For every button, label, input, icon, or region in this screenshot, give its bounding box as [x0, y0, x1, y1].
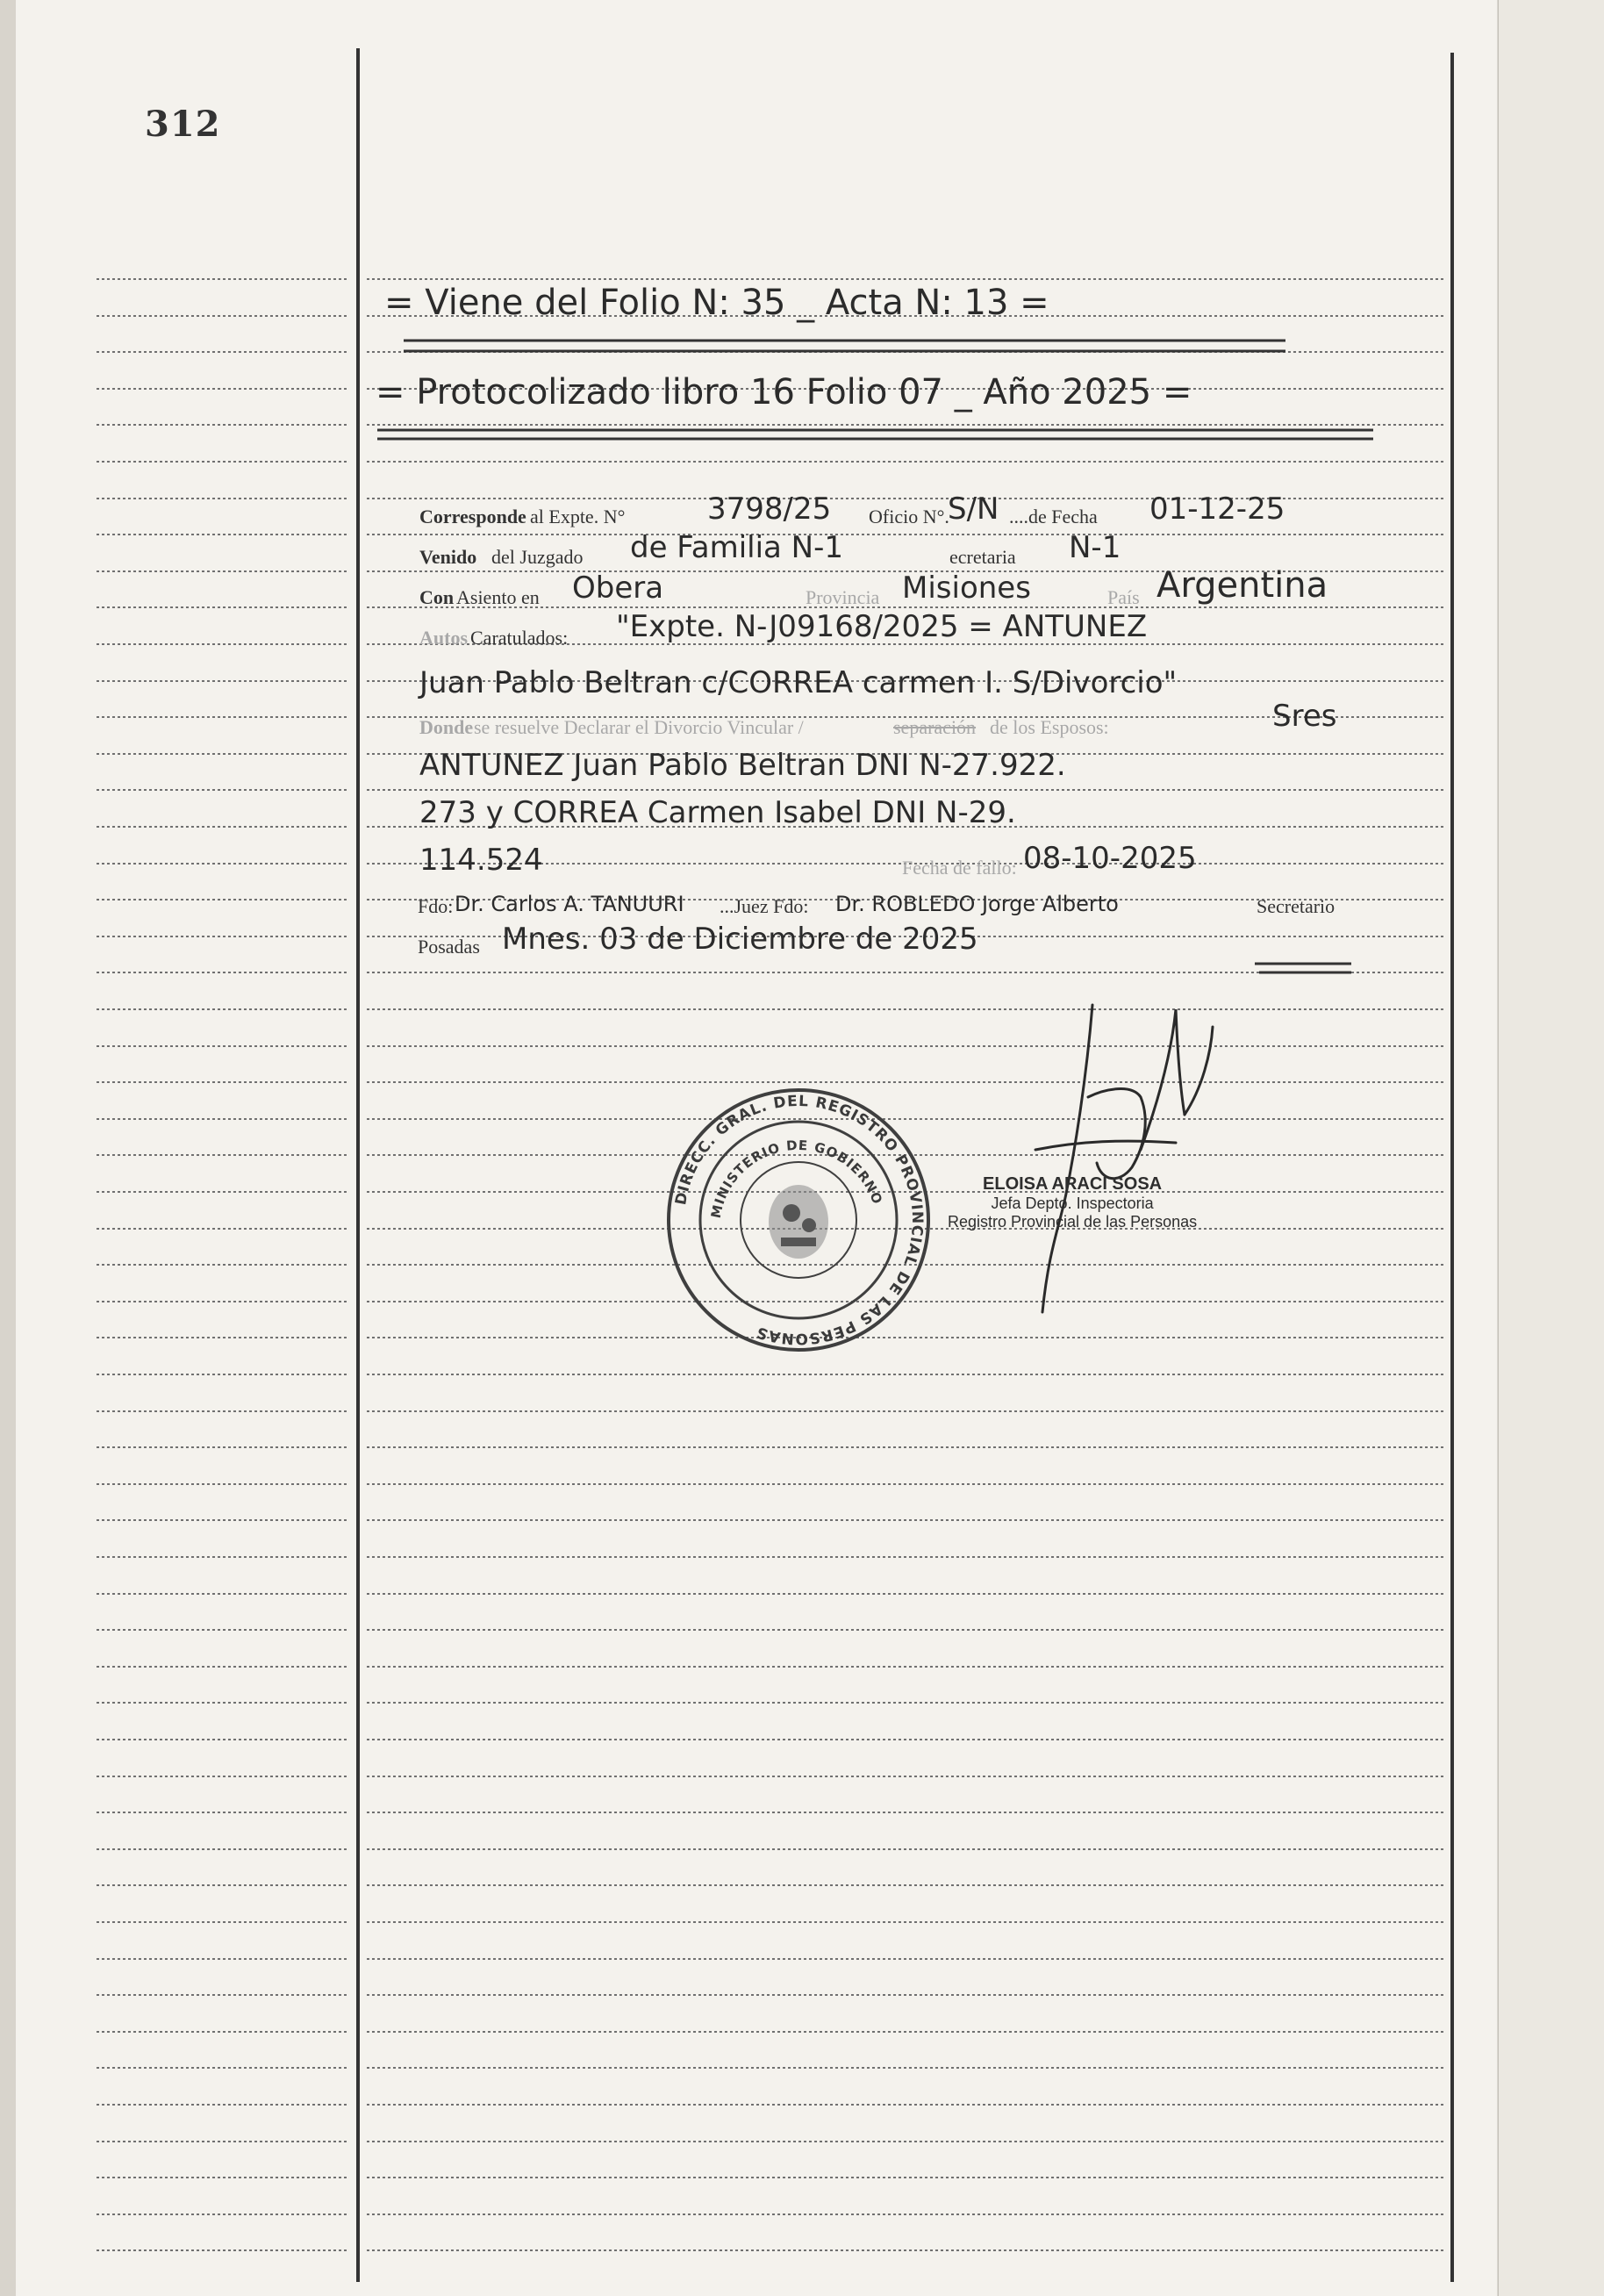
- label-venido: Venido: [419, 546, 477, 568]
- label-fdo-juez: Fdo:: [418, 895, 454, 917]
- label-oficio: Oficio N°.: [869, 506, 949, 527]
- page-number: 312: [145, 104, 221, 145]
- value-asiento: Obera: [572, 570, 664, 606]
- heading-line-1: = Viene del Folio N: 35 _ Acta N: 13 =: [384, 283, 1049, 323]
- label-fecha-fallo: Fecha de fallo:: [902, 857, 1017, 879]
- value-esposa: 273 y CORREA Carmen Isabel DNI N-29.: [419, 795, 1016, 830]
- value-oficio: S/N: [948, 491, 999, 527]
- label-provincia: Provincia: [806, 586, 880, 608]
- value-fecha: 01-12-25: [1149, 491, 1285, 527]
- heading-line-2: = Protocolizado libro 16 Folio 07 _ Año 2025 =: [376, 372, 1192, 413]
- value-provincia: Misiones: [902, 570, 1031, 606]
- stamp-outer-text: DIRECC. GRAL. DEL REGISTRO PROVINCIAL DE LAS PERSONAS: [672, 1092, 927, 1348]
- value-lugar-fecha: Mnes. 03 de Diciembre de 2025: [502, 922, 978, 957]
- label-expte: al Expte. N°: [530, 506, 626, 527]
- label-con: Con: [419, 586, 455, 608]
- value-dni-cont: 114.524: [419, 843, 543, 878]
- label-posadas: Posadas: [418, 936, 480, 958]
- value-secretario: Dr. ROBLEDO Jorge Alberto: [835, 892, 1119, 916]
- label-separacion: separación: [893, 716, 977, 738]
- label-donde: Donde: [419, 716, 474, 738]
- value-expte: 3798/25: [707, 491, 832, 527]
- label-pais: País: [1107, 586, 1140, 608]
- signatory-title: Jefa Depto. Inspectoria: [991, 1195, 1154, 1212]
- value-caratulados: "Expte. N-J09168/2025 = ANTUNEZ: [616, 609, 1148, 644]
- label-juzgado: del Juzgado: [491, 546, 584, 568]
- value-caratulados-cont: Juan Pablo Beltran c/CORREA carmen I. S/Divorcio": [419, 665, 1178, 700]
- signatory-name: ELOISA ARACI SOSA: [983, 1174, 1163, 1194]
- value-secretaria: N-1: [1069, 530, 1121, 565]
- label-secretario: Secretario: [1257, 895, 1335, 917]
- signature-stamp: [948, 1174, 1197, 1231]
- stamp-inner-text: MINISTERIO DE GOBIERNO: [707, 1137, 886, 1220]
- label-caratulados: Caratulados:: [470, 627, 569, 649]
- value-esposo: ANTUNEZ Juan Pablo Beltran DNI N-27.922.: [419, 748, 1066, 783]
- coat-of-arms-icon: [769, 1185, 828, 1259]
- label-autos: Autos: [419, 627, 469, 649]
- label-juez-fdo: ...Juez Fdo:: [720, 895, 809, 917]
- value-pais: Argentina: [1156, 565, 1328, 606]
- signatory-office: Registro Provincial de las Personas: [948, 1213, 1198, 1231]
- label-fecha: ....de Fecha: [1009, 506, 1098, 527]
- label-resuelve: se resuelve Declarar el Divorcio Vincular /: [474, 716, 804, 738]
- value-sres: Sres: [1272, 699, 1337, 734]
- label-corresponde: Corresponde: [419, 506, 526, 527]
- value-juez: Dr. Carlos A. TANUURI: [455, 892, 684, 916]
- label-esposos: de los Esposos:: [990, 716, 1109, 738]
- value-fecha-fallo: 08-10-2025: [1023, 841, 1197, 876]
- label-secretaria: ecretaria: [949, 546, 1016, 568]
- value-juzgado: de Familia N-1: [630, 530, 844, 565]
- label-asiento: Asiento en: [456, 586, 540, 608]
